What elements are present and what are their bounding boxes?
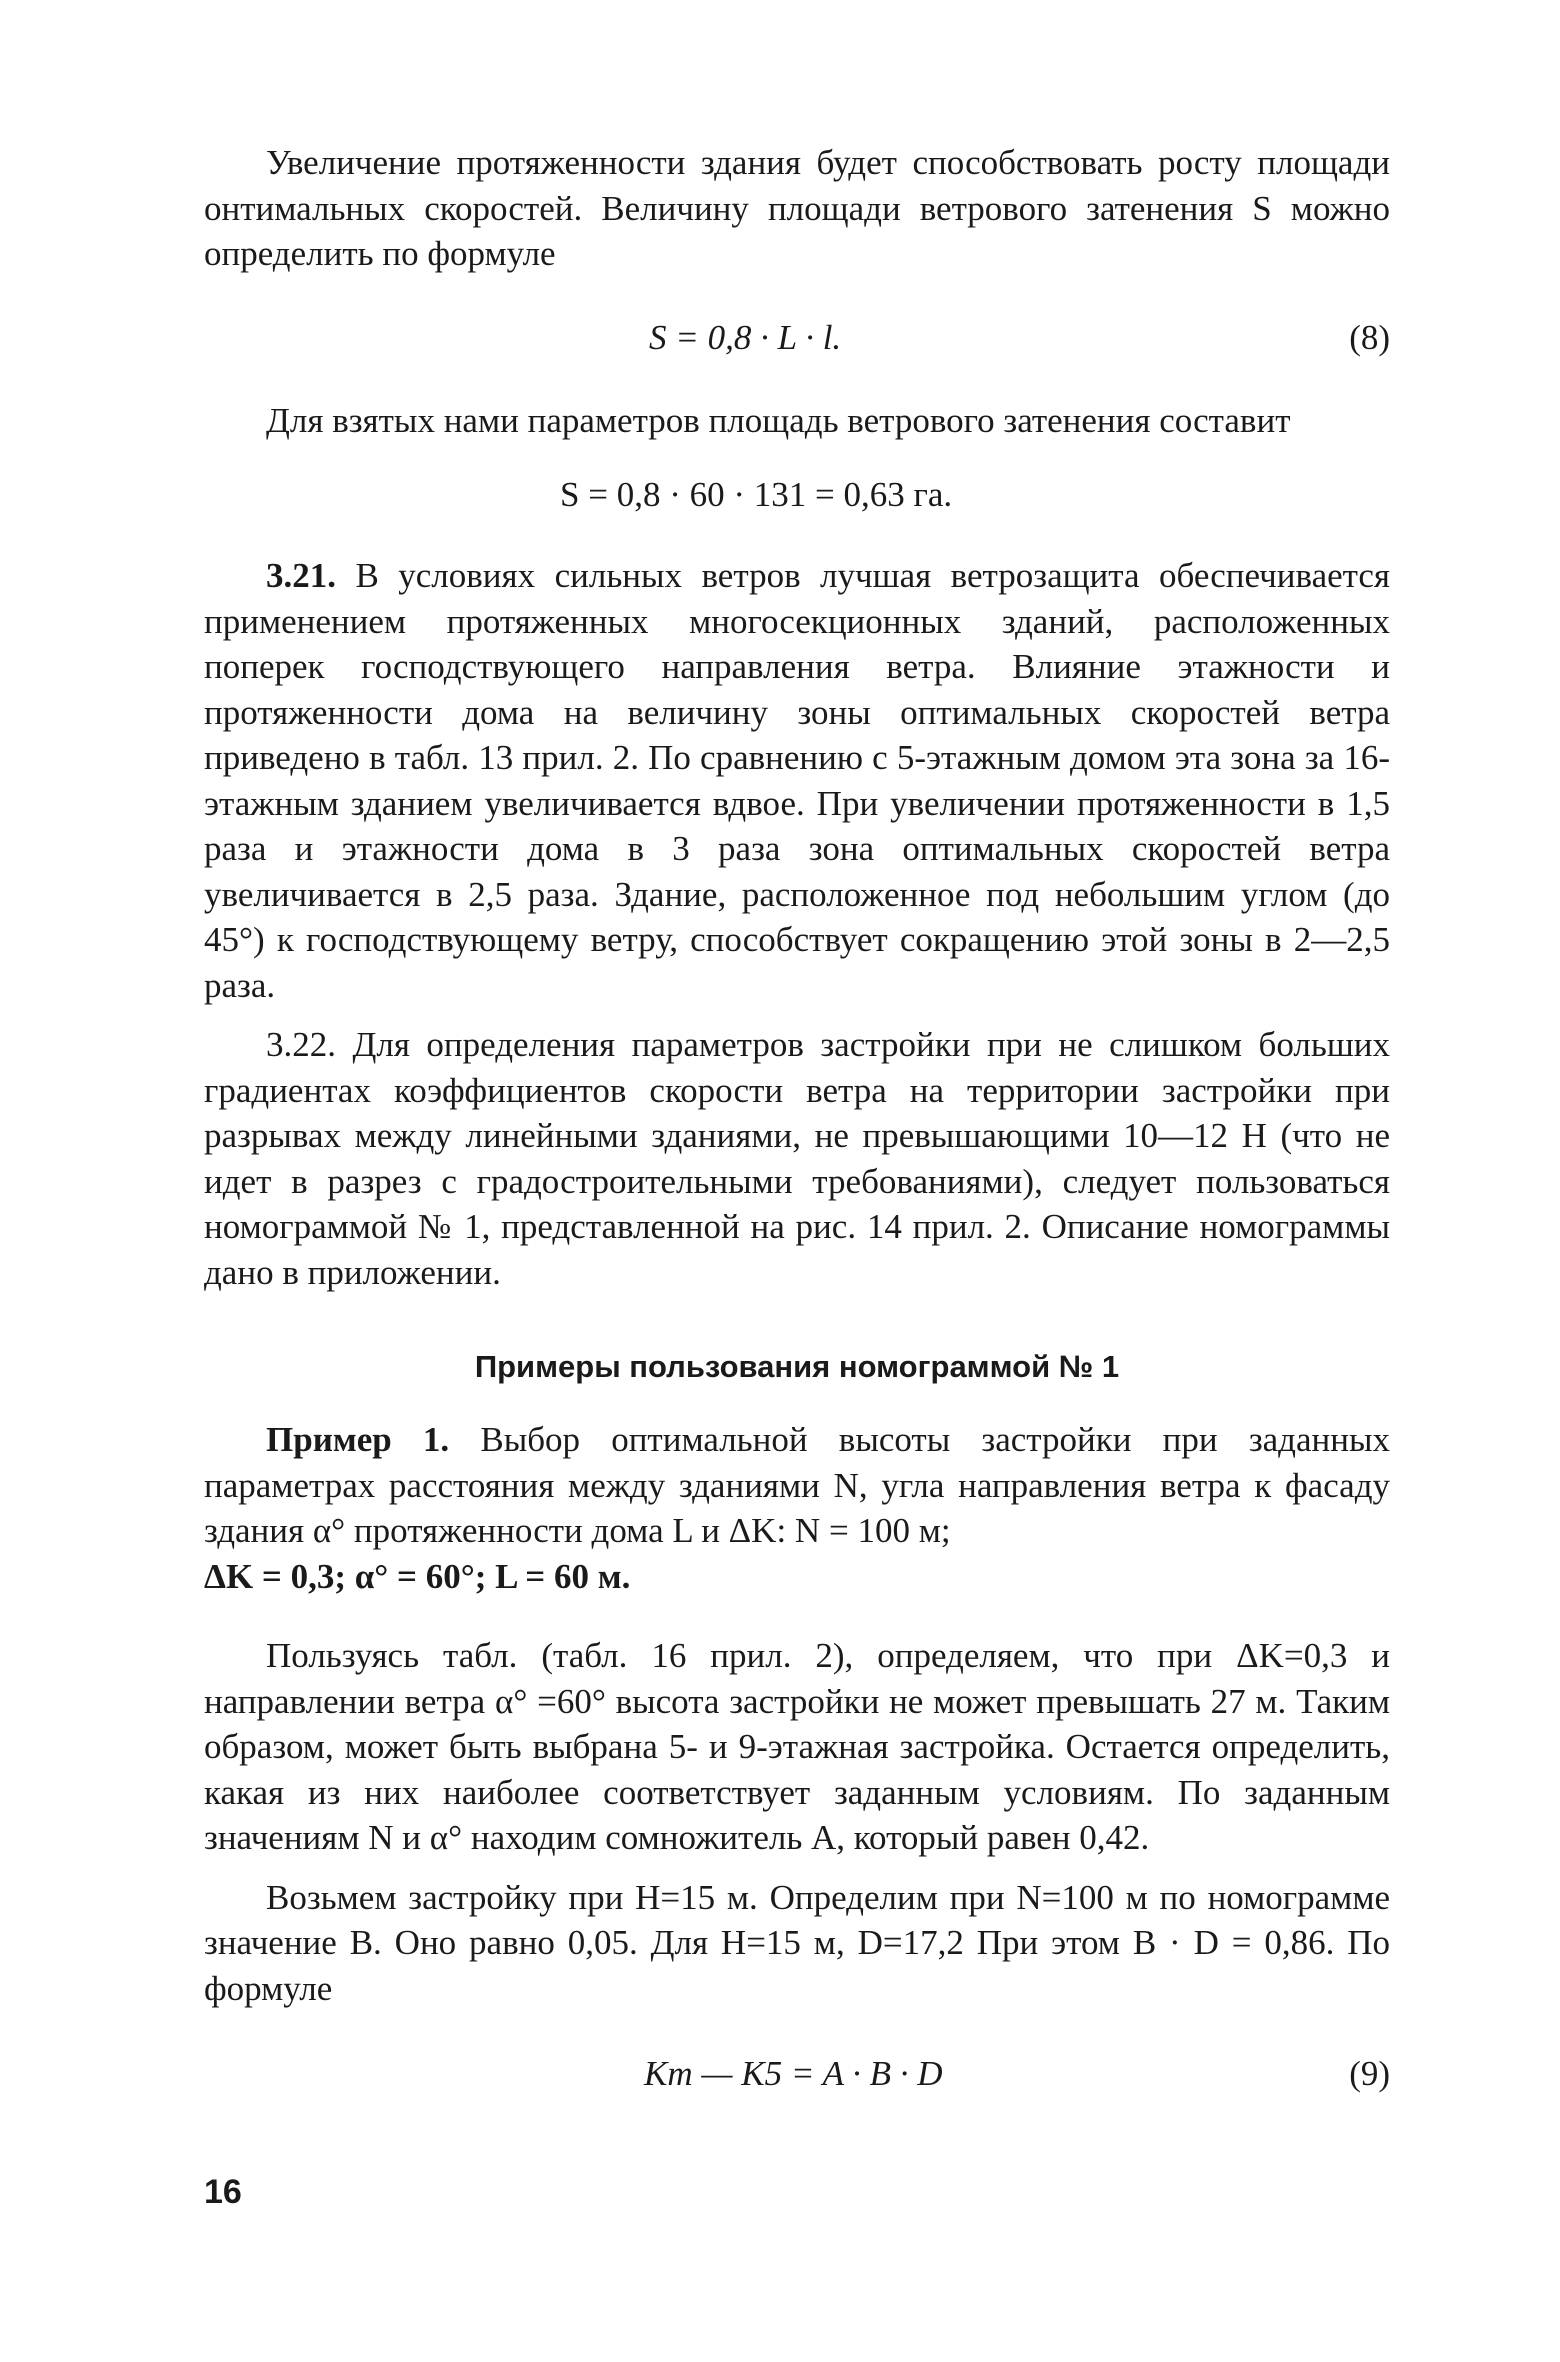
formula-s-calculation <box>204 472 1390 518</box>
formula-8 <box>204 315 1390 361</box>
formula-8-expression: S = 0,8 · L · l. <box>649 317 842 357</box>
paragraph-intro: Увеличение протяженности здания будет способствовать росту площади онтимальных скоростей. Величину площади ветрового затенения S можно определить по формуле <box>204 143 1390 273</box>
formula-9 <box>204 2051 1390 2097</box>
example-1-values: ΔK = 0,3; α° = 60°; L = 60 м. <box>204 1556 631 1596</box>
paragraph-usage: Пользуясь табл. (табл. 16 прил. 2), определяем, что при ΔK=0,3 и направлении ветра α° =60° высота застройки не может превышать 27 м. Таким образом, может быть выбрана 5- и 9-этажная застройка. Остается определить, какая из них наиболее соответствует заданным условиям. По заданным значениям N и α° находим сомножитель A, который равен 0,42. <box>204 1636 1390 1857</box>
formula-9-number: (9) <box>1349 2054 1390 2093</box>
section-title: Примеры пользования номограммой № 1 <box>474 1349 1120 1384</box>
paragraph-3-21-number: 3.21. <box>266 556 336 595</box>
paragraph-example-1 <box>204 1417 1390 1554</box>
paragraph-params: Для взятых нами параметров площадь ветрового затенения составит <box>266 401 1291 440</box>
paragraph-3-22: 3.22. Для определения параметров застройки при не слишком больших градиентах коэффициентов скорости ветра на территории застройки при разрывах между линейными зданиями, не превышающими 10—12 Н (что не идет в разрез с градостроительными требованиями), следует пользоваться номограммой № 1, представленной на рис. 14 прил. 2. Описание номограммы дано в приложении. <box>204 1025 1390 1292</box>
paragraph-3-21-text: В условиях сильных ветров лучшая ветрозащита обеспечивается применением протяженных многосекционных зданий, расположенных поперек господствующего направления ветра. Влияние этажности и протяженности дома на величину зоны оптимальных скоростей ветра приведено в табл. 13 прил. 2. По сравнению с 5-этажным домом эта зона за 16-этажным зданием увеличивается вдвое. При увеличении протяженности в 1,5 раза и этажности дома в 3 раза зона оптимальных скоростей ветра увеличивается в 2,5 раза. Здание, расположенное под небольшим углом (до 45°) к господствующему ветру, способствует сокращению этой зоны в 2—2,5 раза. <box>204 556 1391 1005</box>
paragraph-take: Возьмем застройку при H=15 м. Определим при N=100 м по номограмме значение B. Оно равно 0,05. Для H=15 м, D=17,2 При этом B · D = 0,86. По формуле <box>204 1877 1390 2008</box>
paragraph-3-21 <box>204 553 1390 1008</box>
example-1-text: Выбор оптимальной высоты застройки при заданных параметрах расстояния между зданиями N, угла направления ветра к фасаду здания α° протяженности дома L и ΔK: N = 100 м; <box>204 1420 1391 1550</box>
formula-9-expression: Km — K5 = A · B · D <box>644 2054 943 2093</box>
example-1-label: Пример 1. <box>266 1420 450 1459</box>
page-number: 16 <box>204 2173 242 2211</box>
formula-s-calculation-expression: S = 0,8 · 60 · 131 = 0,63 га. <box>560 474 953 514</box>
document-page <box>204 140 1390 2135</box>
formula-8-number: (8) <box>1349 317 1390 357</box>
